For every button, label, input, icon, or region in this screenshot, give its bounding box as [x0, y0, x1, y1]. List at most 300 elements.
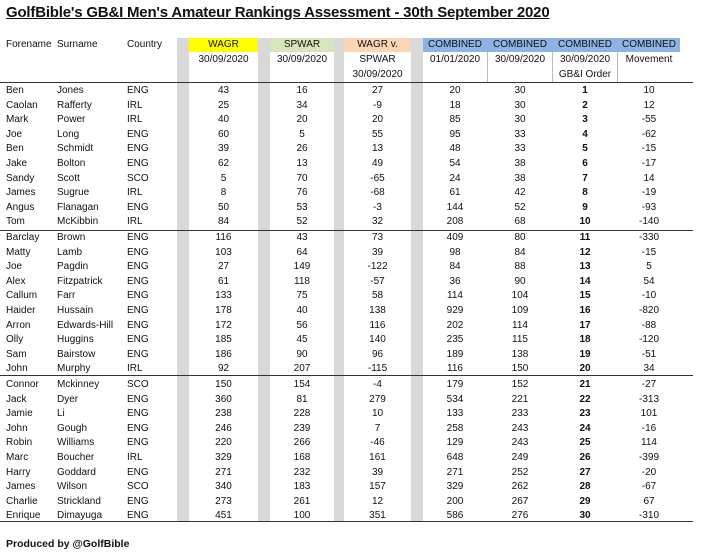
cell-surname: Long: [57, 128, 80, 140]
table-row: [0, 495, 701, 510]
cell-country: IRL: [127, 99, 143, 111]
cell-comb-sep: 221: [511, 393, 529, 405]
table-row: [0, 319, 701, 334]
cell-order: 30: [579, 510, 591, 522]
cell-wagr-v: 20: [371, 114, 384, 126]
cell-order: 23: [579, 408, 591, 420]
cell-spwar: 81: [296, 393, 308, 405]
cell-wagr-v: 13: [371, 143, 384, 155]
cell-movement: 101: [640, 408, 658, 420]
header-wagr: WAGR: [208, 39, 239, 50]
cell-wagr: 451: [215, 510, 232, 522]
cell-country: ENG: [127, 261, 149, 273]
cell-spwar: 13: [296, 158, 308, 169]
table-row: [0, 142, 701, 157]
cell-forename: Ben: [6, 85, 24, 96]
cell-surname: Brown: [57, 232, 86, 243]
cell-comb-sep: 30: [514, 99, 526, 111]
cell-wagr-v: -3: [373, 201, 382, 213]
cell-forename: Arron: [6, 319, 31, 331]
page-title: GolfBible's GB&I Men's Amateur Rankings Assessment - 30th September 2020: [6, 4, 550, 21]
cell-surname: Wilson: [57, 481, 88, 493]
cell-wagr: 150: [215, 379, 232, 390]
cell-wagr-v: 279: [369, 393, 386, 405]
cell-comb-sep: 152: [511, 379, 529, 390]
cell-wagr: 5: [220, 172, 227, 184]
cell-comb-sep: 243: [511, 422, 529, 434]
cell-order: 9: [582, 201, 588, 213]
cell-forename: Alex: [6, 275, 26, 287]
cell-movement: -820: [638, 305, 659, 316]
table-row: [0, 186, 701, 201]
cell-spwar: 149: [293, 261, 311, 273]
cell-comb-sep: 68: [514, 216, 526, 228]
cell-wagr: 27: [217, 261, 230, 273]
cell-comb-sep: 38: [514, 172, 526, 184]
cell-forename: Sam: [6, 348, 27, 360]
header-spwar: SPWAR: [283, 39, 321, 50]
cell-order: 3: [582, 114, 588, 126]
cell-movement: -17: [641, 158, 657, 169]
cell-surname: Scott: [57, 172, 80, 184]
cell-movement: -140: [638, 216, 659, 228]
header-combined-order-date: 30/09/2020: [559, 54, 611, 65]
table-row: [0, 289, 701, 304]
cell-comb-jan: 271: [446, 466, 464, 478]
header-combined-movement-sub: Movement: [625, 54, 673, 65]
cell-country: ENG: [127, 348, 149, 360]
cell-comb-sep: 84: [514, 246, 526, 258]
cell-spwar: 261: [293, 495, 311, 507]
cell-wagr-v: -68: [370, 187, 385, 199]
cell-surname: Mckinney: [57, 379, 100, 390]
header-forename: Forename: [6, 39, 52, 50]
cell-spwar: 34: [296, 99, 308, 111]
cell-forename: Joe: [6, 261, 23, 273]
cell-forename: Enrique: [6, 510, 41, 522]
cell-surname: Flanagan: [57, 201, 99, 213]
header-divider: [617, 52, 618, 82]
table-row: [0, 260, 701, 275]
cell-surname: Lamb: [57, 246, 83, 258]
cell-surname: Jones: [57, 85, 84, 96]
cell-spwar: 266: [293, 437, 311, 449]
cell-country: SCO: [127, 481, 149, 493]
cell-comb-jan: 18: [449, 99, 461, 111]
cell-spwar: 75: [296, 290, 308, 302]
cell-comb-jan: 24: [449, 172, 461, 184]
cell-comb-sep: 262: [511, 481, 529, 493]
header-combined-jan: COMBINED: [428, 39, 482, 50]
cell-movement: -10: [641, 290, 657, 302]
cell-surname: Goddard: [57, 466, 96, 478]
cell-wagr-v: -65: [370, 172, 385, 184]
cell-wagr: 185: [215, 334, 232, 346]
cell-order: 27: [579, 466, 591, 478]
cell-forename: Harry: [6, 466, 31, 478]
cell-surname: Li: [57, 408, 65, 420]
cell-comb-jan: 20: [449, 85, 461, 96]
cell-wagr: 238: [215, 408, 232, 420]
cell-wagr-v: 58: [371, 290, 384, 302]
cell-comb-sep: 115: [512, 334, 528, 346]
cell-comb-jan: 144: [446, 201, 464, 213]
cell-surname: McKibbin: [57, 216, 99, 228]
cell-comb-sep: 109: [511, 305, 529, 316]
cell-comb-jan: 586: [446, 510, 464, 522]
cell-forename: Olly: [6, 334, 24, 346]
table-row: [0, 422, 701, 437]
header-wagr-v-spwar-2: SPWAR: [359, 54, 396, 65]
cell-surname: Edwards-Hill: [57, 319, 114, 331]
cell-country: ENG: [127, 85, 149, 96]
header-combined-sep-date: 30/09/2020: [494, 54, 546, 65]
cell-order: 20: [579, 363, 591, 375]
cell-movement: 34: [643, 363, 655, 375]
cell-wagr: 103: [215, 246, 232, 258]
cell-comb-jan: 648: [446, 452, 464, 463]
cell-spwar: 100: [293, 510, 311, 522]
cell-wagr-v: 161: [369, 452, 386, 463]
cell-country: ENG: [127, 158, 149, 169]
cell-spwar: 40: [296, 305, 308, 316]
cell-order: 12: [579, 246, 591, 258]
cell-movement: -62: [641, 128, 657, 140]
cell-surname: Rafferty: [57, 99, 92, 111]
header-combined-jan-date: 01/01/2020: [429, 54, 481, 65]
cell-spwar: 183: [293, 481, 311, 493]
cell-movement: -120: [638, 334, 659, 346]
cell-comb-sep: 150: [511, 363, 529, 375]
cell-country: IRL: [127, 363, 143, 375]
cell-wagr: 172: [215, 319, 232, 331]
table-row: [0, 333, 701, 348]
cell-wagr-v: 49: [371, 158, 384, 169]
cell-forename: Angus: [6, 201, 35, 213]
cell-forename: Connor: [6, 379, 39, 390]
cell-country: ENG: [127, 495, 149, 507]
cell-forename: James: [6, 187, 36, 199]
header-wagr-v-spwar: WAGR v.: [357, 39, 398, 50]
cell-wagr-v: 138: [369, 305, 386, 316]
cell-comb-sep: 252: [511, 466, 529, 478]
cell-comb-jan: 208: [446, 216, 464, 228]
cell-order: 7: [582, 172, 588, 184]
cell-country: SCO: [127, 379, 149, 390]
cell-wagr-v: 55: [371, 128, 384, 140]
cell-wagr: 92: [217, 363, 230, 375]
table-row: [0, 348, 701, 363]
cell-wagr: 60: [217, 128, 230, 140]
cell-forename: Jack: [6, 393, 27, 405]
cell-comb-sep: 30: [514, 114, 526, 126]
cell-forename: Joe: [6, 128, 23, 140]
cell-comb-jan: 534: [446, 393, 464, 405]
cell-comb-sep: 243: [511, 437, 529, 449]
cell-movement: -16: [641, 422, 657, 434]
cell-wagr-v: -57: [370, 275, 385, 287]
cell-wagr-v: 10: [371, 408, 384, 420]
cell-wagr: 246: [215, 422, 232, 434]
cell-order: 5: [582, 143, 588, 155]
table-row: [0, 231, 701, 246]
cell-country: ENG: [127, 128, 149, 140]
table-row: [0, 480, 701, 495]
cell-wagr-v: 32: [371, 216, 384, 228]
cell-forename: Caolan: [6, 99, 38, 111]
cell-comb-sep: 88: [514, 261, 526, 273]
table-row: [0, 509, 701, 524]
header-combined-order: COMBINED: [558, 39, 612, 50]
cell-movement: -20: [641, 466, 657, 478]
cell-spwar: 232: [293, 466, 311, 478]
cell-order: 10: [579, 216, 591, 228]
cell-comb-jan: 98: [449, 246, 461, 258]
cell-spwar: 20: [296, 114, 308, 126]
cell-comb-jan: 114: [447, 290, 463, 302]
cell-wagr-v: -46: [370, 437, 385, 449]
cell-order: 26: [579, 452, 591, 463]
cell-surname: Dyer: [57, 393, 79, 405]
cell-wagr-v: -4: [373, 379, 382, 390]
cell-spwar: 53: [296, 201, 308, 213]
cell-forename: Sandy: [6, 172, 35, 184]
cell-wagr-v: 351: [369, 510, 386, 522]
table-row: [0, 84, 701, 99]
cell-country: ENG: [127, 437, 149, 449]
cell-wagr: 25: [217, 99, 230, 111]
cell-forename: John: [6, 363, 28, 375]
header-divider: [487, 52, 488, 82]
cell-movement: -15: [641, 143, 657, 155]
cell-comb-jan: 929: [446, 305, 464, 316]
cell-forename: Marc: [6, 452, 29, 463]
cell-movement: -19: [641, 187, 657, 199]
cell-movement: -313: [638, 393, 659, 405]
cell-country: ENG: [127, 393, 149, 405]
cell-wagr: 40: [217, 114, 230, 126]
header-country: Country: [127, 39, 163, 50]
cell-wagr-v: 7: [374, 422, 381, 434]
cell-forename: Callum: [6, 290, 38, 302]
cell-comb-jan: 36: [449, 275, 461, 287]
cell-surname: Schmidt: [57, 143, 94, 155]
table-row: [0, 113, 701, 128]
cell-country: ENG: [127, 201, 149, 213]
cell-wagr-v: 12: [371, 495, 384, 507]
footer-credit: Produced by @GolfBible: [6, 538, 130, 550]
cell-comb-sep: 249: [511, 452, 529, 463]
cell-movement: -330: [638, 232, 659, 243]
cell-surname: Murphy: [57, 363, 91, 375]
cell-comb-jan: 329: [446, 481, 464, 493]
cell-surname: Hussain: [57, 305, 94, 316]
cell-order: 11: [579, 232, 591, 243]
cell-movement: 54: [643, 275, 655, 287]
cell-forename: James: [6, 481, 36, 493]
cell-comb-sep: 80: [514, 232, 526, 243]
header-combined-order-sub: GB&I Order: [558, 69, 612, 80]
cell-country: ENG: [127, 232, 149, 243]
cell-comb-sep: 276: [511, 510, 529, 522]
cell-wagr-v: -115: [367, 363, 388, 375]
cell-forename: Jake: [6, 158, 28, 169]
cell-comb-jan: 54: [449, 158, 461, 169]
cell-movement: -27: [641, 379, 657, 390]
cell-movement: 14: [643, 172, 655, 184]
cell-order: 8: [582, 187, 588, 199]
cell-movement: -67: [641, 481, 657, 493]
cell-movement: -310: [638, 510, 659, 522]
cell-comb-sep: 233: [511, 408, 529, 420]
header-spwar-date: 30/09/2020: [276, 54, 328, 65]
cell-country: ENG: [127, 408, 149, 420]
cell-wagr-v: 73: [371, 232, 384, 243]
cell-wagr: 186: [215, 348, 232, 360]
table-row: [0, 201, 701, 216]
cell-wagr: 329: [215, 452, 232, 463]
table-row: [0, 451, 701, 466]
cell-movement: 12: [643, 99, 655, 111]
cell-country: ENG: [127, 319, 149, 331]
cell-wagr: 62: [217, 158, 230, 169]
header-combined-sep: COMBINED: [493, 39, 547, 50]
cell-spwar: 76: [296, 187, 308, 199]
cell-spwar: 90: [296, 348, 308, 360]
table-row: [0, 246, 701, 261]
cell-comb-sep: 38: [514, 158, 526, 169]
table-row: [0, 215, 701, 230]
cell-forename: Haider: [6, 305, 36, 316]
cell-movement: 67: [643, 495, 655, 507]
cell-wagr-v: 140: [369, 334, 386, 346]
cell-country: ENG: [127, 466, 149, 478]
cell-spwar: 45: [296, 334, 308, 346]
cell-comb-jan: 189: [446, 348, 464, 360]
cell-order: 28: [579, 481, 591, 493]
table-row: [0, 378, 701, 393]
table-row: [0, 436, 701, 451]
header-surname: Surname: [57, 39, 98, 50]
cell-comb-sep: 267: [511, 495, 529, 507]
cell-movement: 10: [643, 85, 655, 96]
cell-spwar: 118: [294, 275, 310, 287]
cell-country: ENG: [127, 275, 149, 287]
cell-surname: Fitzpatrick: [57, 275, 103, 287]
cell-comb-jan: 116: [447, 363, 463, 375]
cell-comb-jan: 235: [446, 334, 464, 346]
cell-spwar: 70: [296, 172, 308, 184]
header-wagr-v-spwar-date: 30/09/2020: [352, 69, 403, 80]
cell-forename: Matty: [6, 246, 31, 258]
table-row: [0, 157, 701, 172]
cell-wagr: 220: [215, 437, 232, 449]
cell-country: ENG: [127, 246, 149, 258]
cell-wagr: 61: [217, 275, 230, 287]
cell-comb-jan: 258: [446, 422, 464, 434]
cell-wagr-v: 116: [369, 319, 386, 331]
cell-spwar: 228: [293, 408, 311, 420]
header-rule: [0, 82, 693, 83]
cell-movement: -399: [638, 452, 659, 463]
cell-order: 25: [579, 437, 591, 449]
cell-spwar: 5: [299, 128, 305, 140]
cell-comb-jan: 200: [446, 495, 464, 507]
cell-spwar: 64: [296, 246, 308, 258]
cell-wagr: 340: [215, 481, 232, 493]
cell-comb-sep: 138: [511, 348, 529, 360]
cell-comb-jan: 409: [446, 232, 464, 243]
cell-wagr: 116: [215, 232, 232, 243]
cell-movement: -88: [641, 319, 657, 331]
cell-wagr: 178: [215, 305, 232, 316]
cell-country: ENG: [127, 305, 149, 316]
cell-surname: Williams: [57, 437, 95, 449]
cell-wagr-v: 39: [371, 246, 384, 258]
cell-comb-jan: 85: [449, 114, 461, 126]
cell-country: IRL: [127, 452, 143, 463]
cell-comb-jan: 202: [446, 319, 464, 331]
cell-surname: Bolton: [57, 158, 86, 169]
cell-order: 18: [579, 334, 591, 346]
cell-order: 1: [582, 85, 588, 96]
cell-order: 14: [579, 275, 591, 287]
cell-forename: Tom: [6, 216, 25, 228]
cell-wagr-v: 27: [371, 85, 384, 96]
cell-spwar: 52: [296, 216, 308, 228]
header-combined-movement: COMBINED: [622, 39, 676, 50]
cell-country: ENG: [127, 334, 149, 346]
cell-wagr-v: -122: [367, 261, 388, 273]
table-row: [0, 362, 701, 377]
cell-comb-sep: 104: [511, 290, 529, 302]
cell-wagr: 43: [217, 85, 230, 96]
header-wagr-date: 30/09/2020: [198, 54, 249, 65]
cell-comb-sep: 33: [514, 143, 526, 155]
table-row: [0, 393, 701, 408]
table-row: [0, 275, 701, 290]
table-row: [0, 466, 701, 481]
cell-surname: Huggins: [57, 334, 94, 346]
cell-wagr: 50: [217, 201, 230, 213]
cell-wagr: 360: [215, 393, 232, 405]
cell-forename: Charlie: [6, 495, 38, 507]
cell-wagr: 133: [215, 290, 232, 302]
header-divider: [552, 52, 553, 82]
cell-spwar: 207: [293, 363, 311, 375]
cell-comb-sep: 42: [514, 187, 526, 199]
cell-order: 17: [579, 319, 591, 331]
cell-surname: Bairstow: [57, 348, 96, 360]
cell-country: IRL: [127, 216, 143, 228]
rankings-table: [0, 38, 701, 522]
cell-country: ENG: [127, 290, 149, 302]
table-row: [0, 304, 701, 319]
cell-country: ENG: [127, 510, 149, 522]
cell-comb-jan: 133: [446, 408, 464, 420]
cell-surname: Strickland: [57, 495, 101, 507]
cell-movement: -15: [641, 246, 657, 258]
cell-spwar: 168: [293, 452, 311, 463]
cell-comb-sep: 114: [512, 319, 528, 331]
cell-wagr: 8: [220, 187, 227, 199]
cell-spwar: 26: [296, 143, 308, 155]
cell-surname: Pagdin: [57, 261, 89, 273]
cell-country: ENG: [127, 143, 149, 155]
cell-surname: Gough: [57, 422, 88, 434]
cell-order: 19: [579, 348, 591, 360]
cell-forename: John: [6, 422, 28, 434]
